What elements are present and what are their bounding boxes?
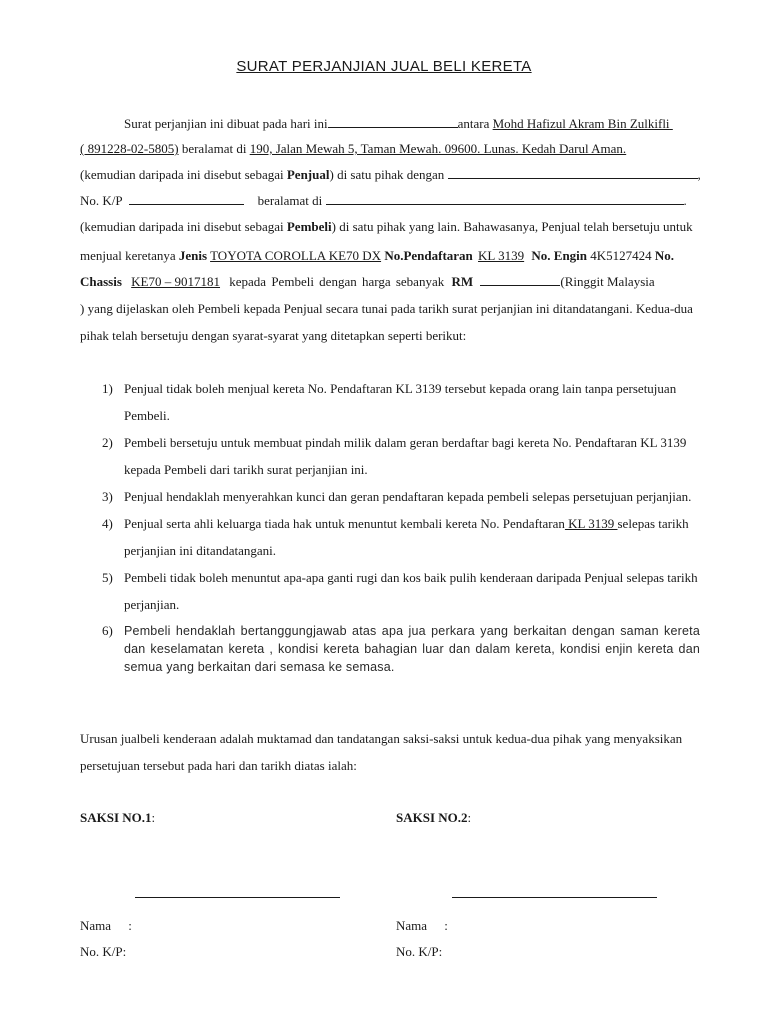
clause-4-plate: KL 3139 xyxy=(564,516,618,531)
clause-4-text-a: Penjual serta ahli keluarga tiada hak untuk menuntut kembali kereta No. Pendaftaran xyxy=(124,516,565,531)
seller-address: 190, Jalan Mewah 5, Taman Mewah. 09600. Lunas. Kedah Darul Aman. xyxy=(249,141,627,156)
clause-2-line-1: Pembeli bersetuju untuk membuat pindah milik dalam geran berdaftar bagi kereta No. Pendaftaran KL 3139 xyxy=(124,435,687,450)
intro-line-1 xyxy=(124,116,673,132)
clause-2-number: 2) xyxy=(102,435,113,450)
intro-l5a: (kemudian daripada ini disebut sebagai xyxy=(80,219,284,234)
chassis-no-prefix: No. xyxy=(654,248,675,263)
clause-3-line-1: Penjual hendaklah menyerahkan kunci dan geran pendaftaran kepada pembeli selepas persetujuan perjanjian. xyxy=(124,489,692,504)
clause-5-line-1: Pembeli tidak boleh menuntut apa-apa ganti rugi dan kos baik pulih kenderaan daripada Penjual selepas tarikh xyxy=(124,570,698,585)
jenis-label: Jenis xyxy=(178,248,208,263)
penjual-label: Penjual xyxy=(286,167,330,182)
intro-l5b: ) di satu pihak yang lain. Bahawasanya, Penjual telah bersetuju untuk xyxy=(331,219,693,234)
clause-4-text-b: selepas tarikh xyxy=(617,516,689,531)
closing-line-1: Urusan jualbeli kenderaan adalah muktamad dan tandatangan saksi-saksi untuk kedua-dua pihak yang menyaksikan xyxy=(80,731,683,746)
registration-label: No.Pendaftaran xyxy=(384,248,473,263)
witness-1-signature-line xyxy=(135,897,340,898)
witness-2-name-row xyxy=(396,918,448,934)
intro-l3a: (kemudian daripada ini disebut sebagai xyxy=(80,167,284,182)
rm-label: RM xyxy=(451,274,474,289)
chassis-number: KE70 – 9017181 xyxy=(131,274,221,289)
pembeli-label: Pembeli xyxy=(286,219,332,234)
document-title: SURAT PERJANJIAN JUAL BELI KERETA xyxy=(236,58,532,75)
clause-6-number: 6) xyxy=(102,623,113,638)
buyer-ic-blank xyxy=(129,193,244,205)
buyer-address-blank xyxy=(326,193,684,205)
witness-1-ic-label: No. K/P: xyxy=(80,944,127,959)
date-blank xyxy=(328,116,458,128)
witness-1-name-row xyxy=(80,918,132,934)
seller-name: Mohd Hafizul Akram Bin Zulkifli xyxy=(492,116,670,131)
witness-2-label: SAKSI NO.2 xyxy=(396,810,468,825)
witness-1-label: SAKSI NO.1 xyxy=(80,810,152,825)
intro-l3b: ) di satu pihak dengan xyxy=(329,167,445,182)
intro-line-5 xyxy=(80,219,693,235)
clause-1-number: 1) xyxy=(102,381,113,396)
buyer-ic-label: No. K/P xyxy=(80,193,123,208)
chassis-label: Chassis xyxy=(80,274,122,289)
seller-ic: ( 891228-02-5805) xyxy=(80,141,179,156)
ringgit-text: (Ringgit Malaysia xyxy=(560,274,655,289)
beralamat-text: beralamat di xyxy=(181,141,247,156)
clause-1-line-1: Penjual tidak boleh menjual kereta No. Pendaftaran KL 3139 tersebut kepada orang lain tanpa persetujuan xyxy=(124,381,677,396)
buyer-address-label: beralamat di xyxy=(257,193,323,208)
clause-4-line-2: perjanjian ini ditandatangani. xyxy=(124,543,276,558)
witness-2-heading xyxy=(396,810,471,826)
intro-line-9: pihak telah bersetuju dengan syarat-syarat yang ditetapkan seperti berikut: xyxy=(80,328,467,343)
witness-1-colon: : xyxy=(151,810,156,825)
intro-l3-end: , xyxy=(697,167,701,182)
seller-name-tail xyxy=(670,116,673,131)
witness-2-signature-line xyxy=(452,897,657,898)
price-blank xyxy=(480,274,560,286)
clause-5-line-2: perjanjian. xyxy=(124,597,180,612)
intro-line-4 xyxy=(80,193,687,209)
intro-line-6 xyxy=(80,248,674,264)
car-model: TOYOTA COROLLA KE70 DX xyxy=(210,248,382,263)
intro-date-text: Surat perjanjian ini dibuat pada hari ini xyxy=(124,116,328,131)
witness-1-name-colon: : xyxy=(128,918,132,933)
clause-4-number: 4) xyxy=(102,516,113,531)
witness-2-colon: : xyxy=(467,810,472,825)
intro-line-7 xyxy=(80,274,655,290)
antara-text: antara xyxy=(457,116,490,131)
clause-2-line-2: kepada Pembeli dari tarikh surat perjanjian ini. xyxy=(124,462,368,477)
engine-label: No. Engin xyxy=(531,248,588,263)
clause-3-number: 3) xyxy=(102,489,113,504)
clause-6-text: Pembeli hendaklah bertanggungjawab atas apa jua perkara yang berkaitan dengan saman kereta dan keselamatan kereta , kondisi kereta bahagian luar dan dalam kereta, kondisi enjin kereta dan semua yang berkaitan dari semasa ke semasa. xyxy=(124,624,700,674)
clause-1-line-2: Pembeli. xyxy=(124,408,170,423)
witness-2-name-label: Nama xyxy=(396,918,428,933)
clause-4-line-1 xyxy=(124,516,689,532)
buyer-name-blank xyxy=(448,167,698,179)
intro-line-8: ) yang dijelaskan oleh Pembeli kepada Penjual secara tunai pada tarikh surat perjanjian ini ditandatangani. Kedua-dua xyxy=(80,301,693,316)
witness-2-name-colon: : xyxy=(444,918,448,933)
closing-line-2: persetujuan tersebut pada hari dan tarikh diatas ialah: xyxy=(80,758,357,773)
intro-l4-end: . xyxy=(683,193,687,208)
engine-number: 4K5127424 xyxy=(590,248,652,263)
witness-1-heading xyxy=(80,810,155,826)
witness-1-name-label: Nama xyxy=(80,918,112,933)
intro-l6a: menjual keretanya xyxy=(80,248,176,263)
clause-5-number: 5) xyxy=(102,570,113,585)
intro-l7a: kepada Pembeli dengan harga sebanyak xyxy=(229,274,445,289)
registration-plate: KL 3139 xyxy=(478,248,525,263)
intro-line-3 xyxy=(80,167,701,183)
witness-2-ic-label: No. K/P: xyxy=(396,944,443,959)
intro-line-2 xyxy=(80,141,626,157)
